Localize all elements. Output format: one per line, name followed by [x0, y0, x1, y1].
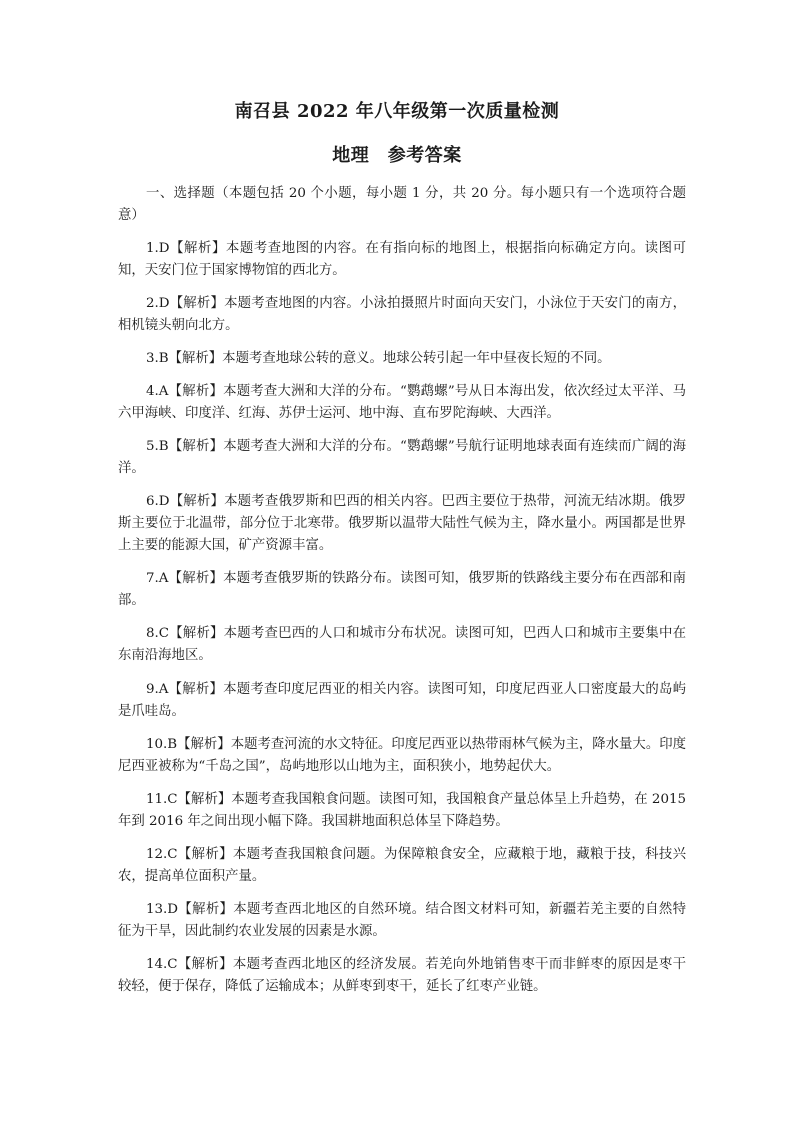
answer-item: 9.A【解析】本题考查印度尼西亚的相关内容。读图可知，印度尼西亚人口密度最大的岛屿是爪哇岛。 — [118, 682, 686, 719]
section-intro: 一、选择题（本题包括 20 个小题，每小题 1 分，共 20 分。每小题只有一个选项符合题意） — [118, 186, 686, 223]
answer-item: 2.D【解析】本题考查地图的内容。小泳拍摄照片时面向天安门，小泳位于天安门的南方，相机镜头朝向北方。 — [118, 296, 686, 333]
answer-item: 4.A【解析】本题考查大洲和大洋的分布。“鹦鹉螺”号从日本海出发，依次经过太平洋、马六甲海峡、印度洋、红海、苏伊士运河、地中海、直布罗陀海峡、大西洋。 — [118, 384, 686, 421]
answer-item: 10.B【解析】本题考查河流的水文特征。印度尼西亚以热带雨林气候为主，降水量大。印度尼西亚被称为“千岛之国”，岛屿地形以山地为主，面积狭小，地势起伏大。 — [118, 737, 686, 774]
page-title: 南召县 2022 年八年级第一次质量检测 — [234, 101, 560, 122]
answer-item: 6.D【解析】本题考查俄罗斯和巴西的相关内容。巴西主要位于热带，河流无结冰期。俄罗斯主要位于北温带，部分位于北寒带。俄罗斯以温带大陆性气候为主，降水量小。两国都是世界上主要的能源大国，矿产资源丰富。 — [118, 494, 686, 553]
answer-item: 7.A【解析】本题考查俄罗斯的铁路分布。读图可知，俄罗斯的铁路线主要分布在西部和南部。 — [118, 571, 686, 608]
answer-item: 3.B【解析】本题考查地球公转的意义。地球公转引起一年中昼夜长短的不同。 — [146, 351, 611, 366]
answer-item: 1.D【解析】本题考查地图的内容。在有指向标的地图上，根据指向标确定方向。读图可知，天安门位于国家博物馆的西北方。 — [118, 241, 686, 278]
page-subtitle: 地理 参考答案 — [332, 145, 462, 166]
answer-item: 13.D【解析】本题考查西北地区的自然环境。结合图文材料可知，新疆若羌主要的自然特征为干旱，因此制约农业发展的因素是水源。 — [118, 902, 686, 939]
answer-item: 12.C【解析】本题考查我国粮食问题。为保障粮食安全，应藏粮于地，藏粮于技，科技兴农，提高单位面积产量。 — [118, 847, 686, 884]
answer-item: 14.C【解析】本题考查西北地区的经济发展。若羌向外地销售枣干而非鲜枣的原因是枣干较轻，便于保存，降低了运输成本；从鲜枣到枣干，延长了红枣产业链。 — [118, 957, 686, 994]
answer-item: 8.C【解析】本题考查巴西的人口和城市分布状况。读图可知，巴西人口和城市主要集中在东南沿海地区。 — [118, 626, 686, 663]
answer-item: 5.B【解析】本题考查大洲和大洋的分布。“鹦鹉螺”号航行证明地球表面有连续而广阔的海洋。 — [118, 439, 686, 476]
answer-item: 11.C【解析】本题考查我国粮食问题。读图可知，我国粮食产量总体呈上升趋势，在 2015 年到 2016 年之间出现小幅下降。我国耕地面积总体呈下降趋势。 — [118, 792, 686, 829]
